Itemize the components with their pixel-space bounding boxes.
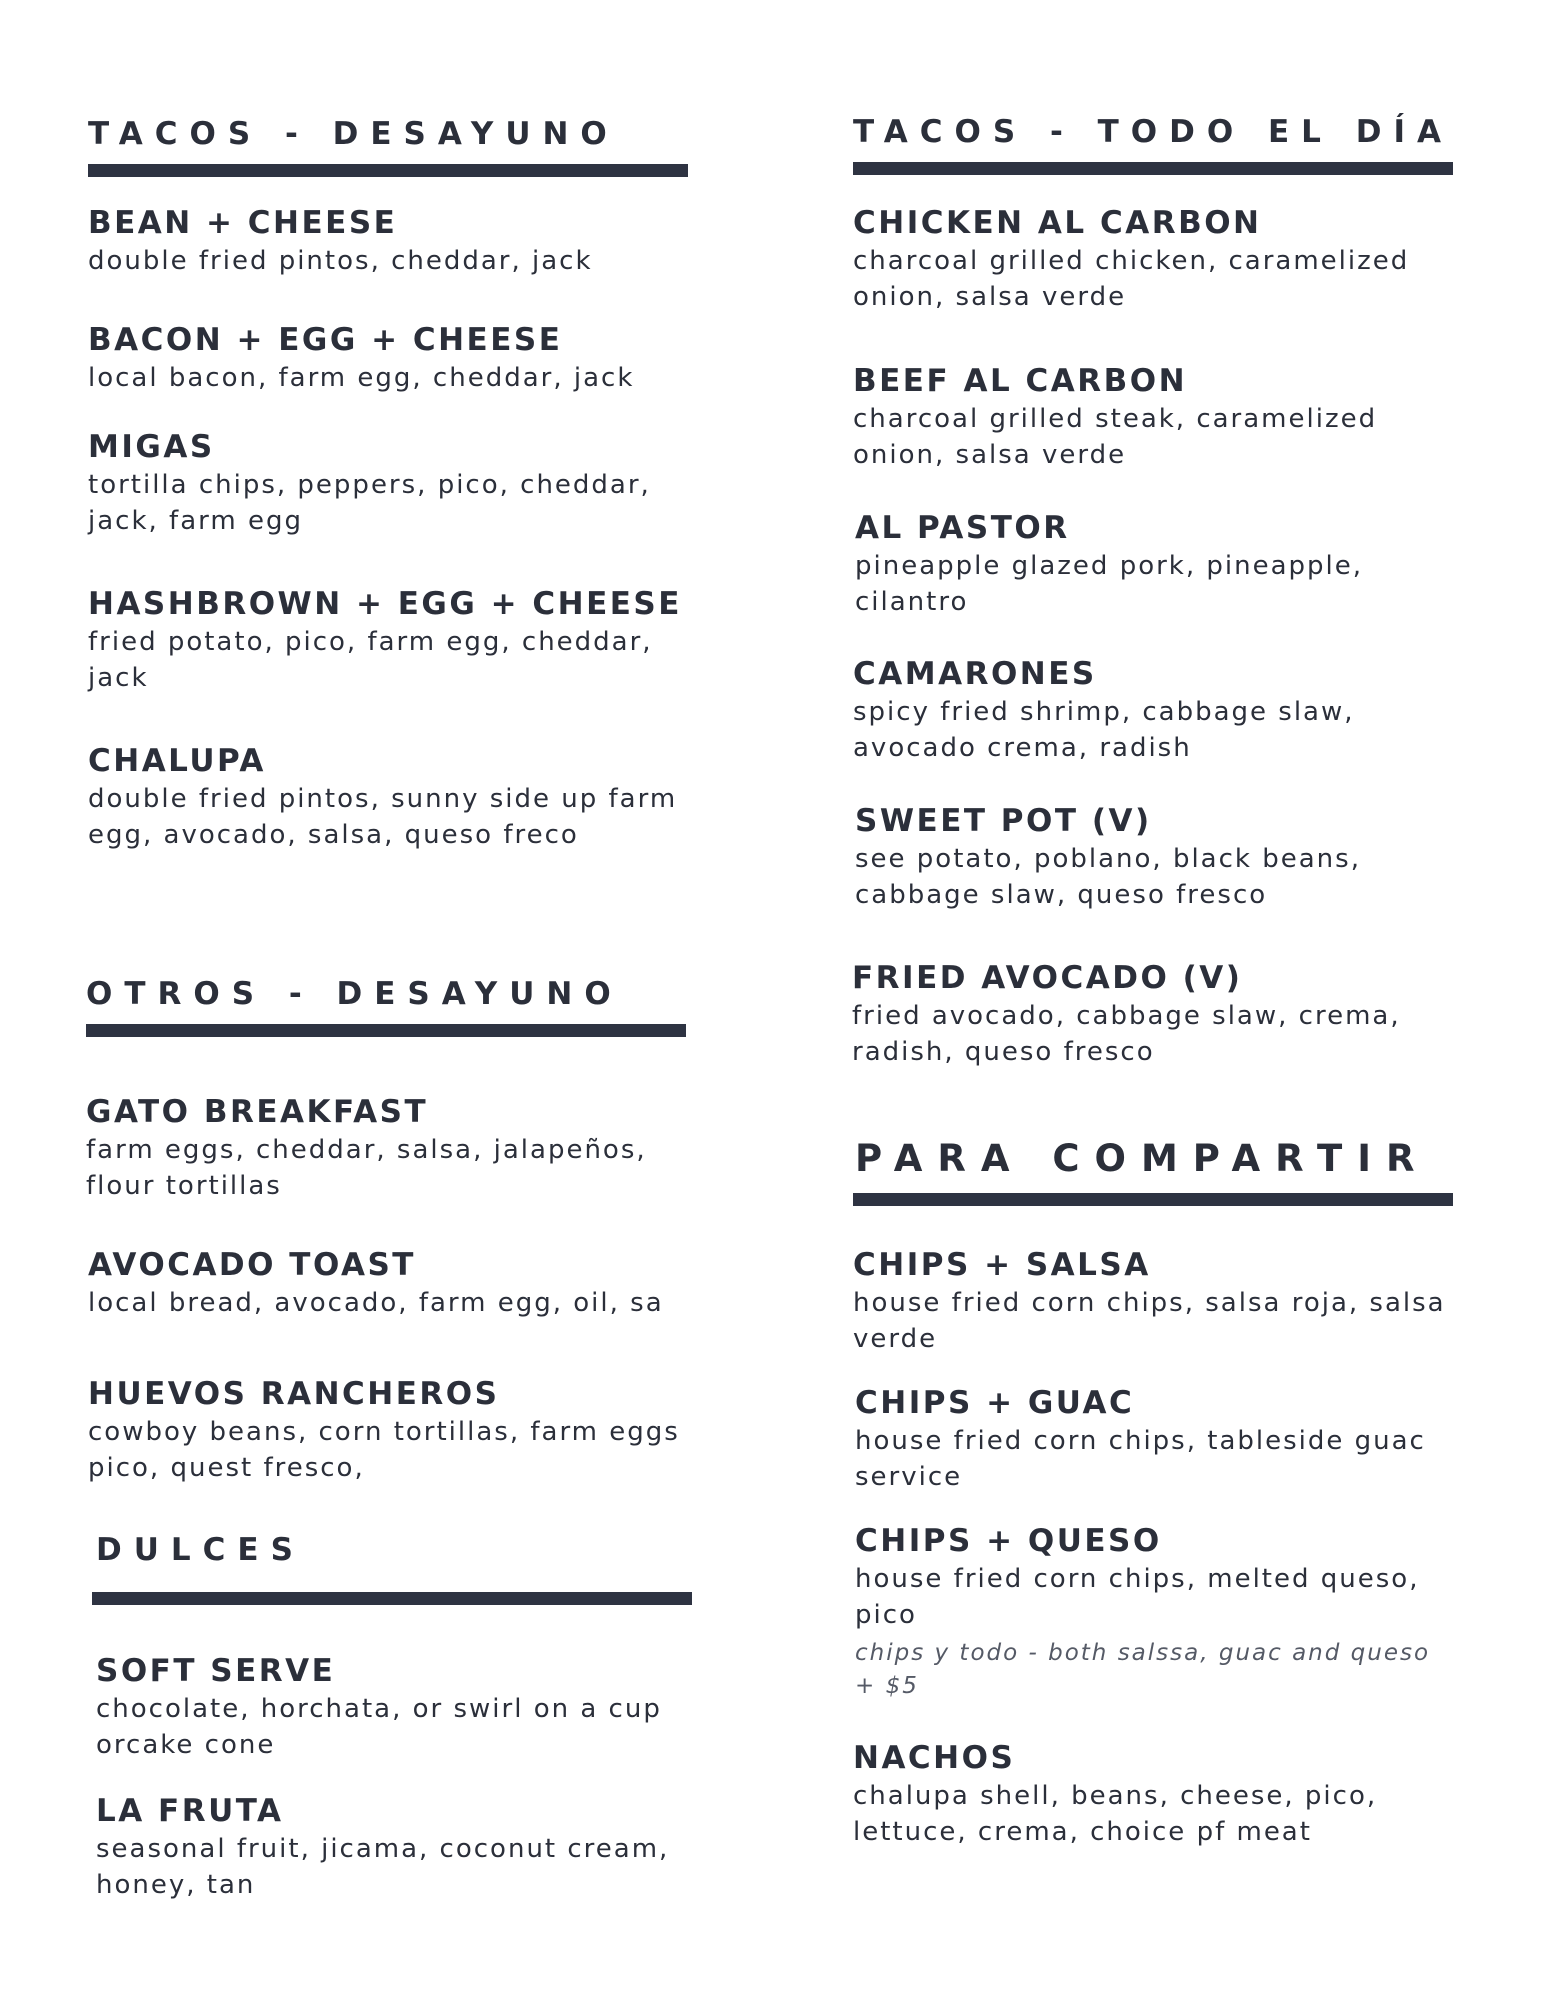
- item-description: see potato, poblano, black beans, cabbage slaw, queso fresco: [855, 844, 1361, 910]
- item-name: LA FRUTA: [96, 1793, 284, 1829]
- item-description: local bacon, farm egg, cheddar, jack: [88, 363, 635, 393]
- item-name: CHIPS + SALSA: [853, 1247, 1151, 1283]
- item-name: CAMARONES: [853, 656, 1097, 692]
- item-name: NACHOS: [853, 1740, 1016, 1776]
- item-name: MIGAS: [88, 429, 215, 465]
- menu-item-al-pastor: [855, 508, 1465, 620]
- section-divider: [92, 1592, 692, 1605]
- section-divider: [853, 1193, 1453, 1206]
- item-name: BEAN + CHEESE: [88, 205, 398, 241]
- item-name: BEEF AL CARBON: [853, 363, 1188, 399]
- item-name: GATO BREAKFAST: [86, 1094, 429, 1130]
- item-name: CHIPS + QUESO: [855, 1523, 1162, 1559]
- item-description: tortilla chips, peppers, pico, cheddar, jack, farm egg: [88, 470, 651, 536]
- item-description: double fried pintos, sunny side up farm egg, avocado, salsa, queso freco: [88, 784, 678, 850]
- item-description: house fried corn chips, tableside guac service: [855, 1426, 1426, 1492]
- item-name: BACON + EGG + CHEESE: [88, 322, 563, 358]
- item-name: AL PASTOR: [855, 510, 1070, 546]
- menu-item-chips-queso: [855, 1521, 1465, 1703]
- item-description: cowboy beans, corn tortillas, farm eggs pico, quest fresco,: [88, 1417, 680, 1483]
- item-description: charcoal grilled chicken, caramelized onion, salsa verde: [853, 246, 1410, 312]
- menu-item-camarones: [853, 654, 1463, 766]
- menu-item-sweet-pot: [855, 801, 1465, 913]
- item-name: CHICKEN AL CARBON: [853, 205, 1262, 241]
- item-description: house fried corn chips, melted queso, pico: [855, 1564, 1420, 1630]
- item-description: house fried corn chips, salsa roja, salsa verde: [853, 1288, 1446, 1354]
- menu-item-beef-al-carbon: [853, 361, 1463, 473]
- menu-item-chalupa: [88, 741, 698, 853]
- menu-item-la-fruta: [96, 1791, 706, 1903]
- menu-item-chips-guac: [855, 1383, 1465, 1495]
- item-description: spicy fried shrimp, cabbage slaw, avocado crema, radish: [853, 697, 1355, 763]
- menu-item-chicken-al-carbon: [853, 203, 1463, 315]
- menu-item-bean-cheese: [88, 203, 698, 279]
- item-name: CHIPS + GUAC: [855, 1385, 1135, 1421]
- item-description: fried avocado, cabbage slaw, crema, radish, queso fresco: [852, 1001, 1401, 1067]
- item-description: chocolate, horchata, or swirl on a cup orcake cone: [96, 1694, 662, 1760]
- menu-item-soft-serve: [96, 1651, 706, 1763]
- item-description: charcoal grilled steak, caramelized onion, salsa verde: [853, 404, 1378, 470]
- menu-item-hashbrown-egg-cheese: [88, 584, 698, 696]
- section-heading-tacos-desayuno: TACOS - DESAYUNO: [88, 116, 619, 152]
- menu-item-huevos-rancheros: [88, 1374, 698, 1486]
- menu-item-migas: [88, 427, 698, 539]
- item-description: seasonal fruit, jicama, coconut cream, honey, tan: [96, 1834, 670, 1900]
- item-description: local bread, avocado, farm egg, oil, sa: [88, 1288, 664, 1318]
- item-name: HUEVOS RANCHEROS: [88, 1376, 500, 1412]
- item-description: pineapple glazed pork, pineapple, cilantro: [855, 551, 1364, 617]
- section-heading-otros-desayuno: OTROS - DESAYUNO: [86, 976, 623, 1012]
- item-description: fried potato, pico, farm egg, cheddar, jack: [88, 627, 653, 693]
- section-heading-para-compartir: PARA COMPARTIR: [855, 1137, 1430, 1180]
- section-divider: [853, 162, 1453, 175]
- menu-item-fried-avocado: [852, 958, 1462, 1070]
- item-name: FRIED AVOCADO (V): [852, 960, 1243, 996]
- menu-item-gato-breakfast: [86, 1092, 696, 1204]
- section-divider: [86, 1024, 686, 1037]
- section-divider: [88, 164, 688, 177]
- menu-item-nachos: [853, 1738, 1463, 1850]
- section-heading-dulces: DULCES: [96, 1532, 305, 1568]
- item-name: AVOCADO TOAST: [88, 1247, 416, 1283]
- item-note-chips-y-todo: chips y todo - both salssa, guac and queso + $5: [855, 1640, 1431, 1699]
- item-description: chalupa shell, beans, cheese, pico, lettuce, crema, choice pf meat: [853, 1781, 1378, 1847]
- item-name: CHALUPA: [88, 743, 266, 779]
- menu-item-avocado-toast: [88, 1245, 698, 1321]
- menu-item-chips-salsa: [853, 1245, 1463, 1357]
- item-name: HASHBROWN + EGG + CHEESE: [88, 586, 682, 622]
- section-heading-tacos-todo-el-dia: TACOS - TODO EL DÍA: [853, 114, 1453, 150]
- item-name: SOFT SERVE: [96, 1653, 336, 1689]
- item-description: farm eggs, cheddar, salsa, jalapeños, flour tortillas: [86, 1135, 647, 1201]
- menu-item-bacon-egg-cheese: [88, 320, 698, 396]
- item-name: SWEET POT (V): [855, 803, 1152, 839]
- item-description: double fried pintos, cheddar, jack: [88, 246, 593, 276]
